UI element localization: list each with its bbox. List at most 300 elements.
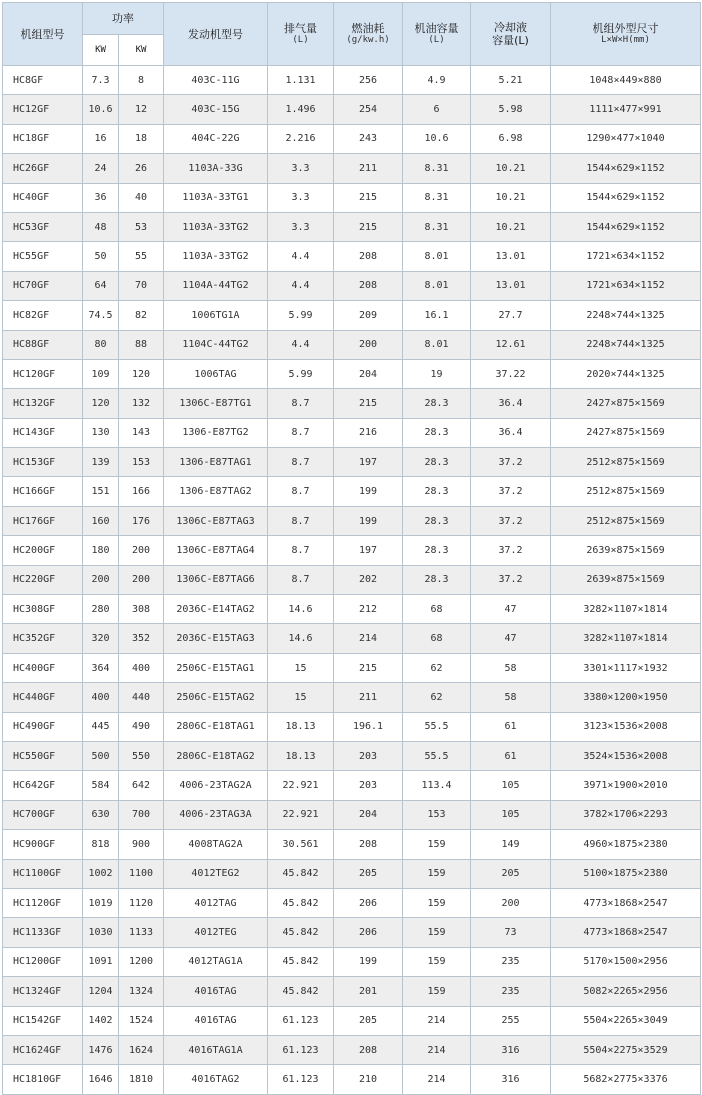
cell-oil: 28.3 <box>403 389 471 418</box>
cell-model: HC1133GF <box>3 918 83 947</box>
cell-engine: 4012TEG2 <box>164 859 268 888</box>
cell-dimensions: 1544×629×1152 <box>551 183 701 212</box>
cell-oil: 6 <box>403 95 471 124</box>
cell-power-kw-1: 1091 <box>83 947 119 976</box>
cell-oil: 28.3 <box>403 565 471 594</box>
cell-model: HC88GF <box>3 330 83 359</box>
table-row <box>3 212 701 241</box>
cell-exhaust: 61.123 <box>268 1006 334 1035</box>
cell-fuel: 208 <box>334 271 403 300</box>
cell-dimensions: 2020×744×1325 <box>551 359 701 388</box>
cell-power-kw-1: 48 <box>83 212 119 241</box>
table-row <box>3 477 701 506</box>
cell-engine: 2036C-E15TAG3 <box>164 624 268 653</box>
cell-engine: 2506C-E15TAG1 <box>164 653 268 682</box>
cell-power-kw-2: 642 <box>119 771 164 800</box>
cell-model: HC900GF <box>3 830 83 859</box>
cell-dimensions: 5100×1875×2380 <box>551 859 701 888</box>
cell-exhaust: 45.842 <box>268 859 334 888</box>
table-row <box>3 418 701 447</box>
cell-exhaust: 4.4 <box>268 330 334 359</box>
cell-model: HC1624GF <box>3 1035 83 1064</box>
cell-fuel: 210 <box>334 1065 403 1094</box>
cell-coolant: 105 <box>471 771 551 800</box>
cell-model: HC400GF <box>3 653 83 682</box>
cell-engine: 1104A-44TG2 <box>164 271 268 300</box>
cell-power-kw-1: 1402 <box>83 1006 119 1035</box>
cell-model: HC143GF <box>3 418 83 447</box>
cell-model: HC308GF <box>3 595 83 624</box>
cell-oil: 159 <box>403 830 471 859</box>
cell-coolant: 58 <box>471 653 551 682</box>
cell-fuel: 215 <box>334 183 403 212</box>
cell-power-kw-1: 584 <box>83 771 119 800</box>
header-fuel <box>334 3 403 66</box>
cell-engine: 1306C-E87TAG6 <box>164 565 268 594</box>
cell-engine: 4016TAG <box>164 977 268 1006</box>
cell-model: HC700GF <box>3 800 83 829</box>
cell-model: HC82GF <box>3 301 83 330</box>
cell-dimensions: 5504×2275×3529 <box>551 1035 701 1064</box>
table-row <box>3 389 701 418</box>
header-oil-label: 机油容量 <box>414 22 459 35</box>
table-row <box>3 1006 701 1035</box>
cell-model: HC440GF <box>3 683 83 712</box>
cell-exhaust: 18.13 <box>268 741 334 770</box>
cell-coolant: 13.01 <box>471 271 551 300</box>
cell-power-kw-1: 1002 <box>83 859 119 888</box>
cell-exhaust: 8.7 <box>268 536 334 565</box>
cell-oil: 153 <box>403 800 471 829</box>
cell-exhaust: 5.99 <box>268 359 334 388</box>
cell-oil: 8.31 <box>403 154 471 183</box>
cell-coolant: 37.2 <box>471 448 551 477</box>
table-row <box>3 536 701 565</box>
cell-dimensions: 3282×1107×1814 <box>551 595 701 624</box>
cell-oil: 8.01 <box>403 242 471 271</box>
cell-power-kw-1: 7.3 <box>83 66 119 95</box>
table-row <box>3 66 701 95</box>
cell-dimensions: 5504×2265×3049 <box>551 1006 701 1035</box>
cell-model: HC153GF <box>3 448 83 477</box>
generator-spec-table <box>2 2 701 1095</box>
cell-dimensions: 3123×1536×2008 <box>551 712 701 741</box>
cell-fuel: 200 <box>334 330 403 359</box>
cell-power-kw-2: 40 <box>119 183 164 212</box>
cell-power-kw-1: 24 <box>83 154 119 183</box>
cell-power-kw-1: 64 <box>83 271 119 300</box>
cell-model: HC1542GF <box>3 1006 83 1035</box>
cell-power-kw-1: 320 <box>83 624 119 653</box>
cell-power-kw-1: 1019 <box>83 888 119 917</box>
cell-model: HC220GF <box>3 565 83 594</box>
cell-model: HC1810GF <box>3 1065 83 1094</box>
cell-engine: 1306C-E87TAG4 <box>164 536 268 565</box>
cell-coolant: 235 <box>471 947 551 976</box>
cell-exhaust: 1.131 <box>268 66 334 95</box>
cell-exhaust: 14.6 <box>268 595 334 624</box>
cell-power-kw-2: 700 <box>119 800 164 829</box>
cell-exhaust: 8.7 <box>268 565 334 594</box>
header-oil <box>403 3 471 66</box>
cell-power-kw-1: 1476 <box>83 1035 119 1064</box>
cell-fuel: 215 <box>334 653 403 682</box>
cell-dimensions: 5682×2775×3376 <box>551 1065 701 1094</box>
table-row <box>3 183 701 212</box>
cell-model: HC55GF <box>3 242 83 271</box>
cell-coolant: 200 <box>471 888 551 917</box>
cell-coolant: 5.21 <box>471 66 551 95</box>
cell-exhaust: 3.3 <box>268 212 334 241</box>
header-dimensions-label: 机组外型尺寸 <box>592 22 659 35</box>
cell-dimensions: 3301×1117×1932 <box>551 653 701 682</box>
cell-engine: 4016TAG <box>164 1006 268 1035</box>
cell-engine: 1306-E87TAG1 <box>164 448 268 477</box>
cell-power-kw-2: 900 <box>119 830 164 859</box>
table-row <box>3 624 701 653</box>
header-exhaust <box>268 3 334 66</box>
cell-power-kw-2: 200 <box>119 565 164 594</box>
cell-fuel: 206 <box>334 888 403 917</box>
cell-oil: 68 <box>403 624 471 653</box>
cell-power-kw-1: 445 <box>83 712 119 741</box>
cell-dimensions: 1721×634×1152 <box>551 271 701 300</box>
cell-dimensions: 1048×449×880 <box>551 66 701 95</box>
cell-exhaust: 61.123 <box>268 1035 334 1064</box>
cell-dimensions: 2512×875×1569 <box>551 448 701 477</box>
cell-fuel: 205 <box>334 859 403 888</box>
cell-model: HC53GF <box>3 212 83 241</box>
cell-dimensions: 2248×744×1325 <box>551 330 701 359</box>
cell-fuel: 197 <box>334 448 403 477</box>
cell-engine: 4012TAG1A <box>164 947 268 976</box>
cell-coolant: 47 <box>471 595 551 624</box>
cell-power-kw-2: 55 <box>119 242 164 271</box>
cell-fuel: 204 <box>334 359 403 388</box>
cell-coolant: 5.98 <box>471 95 551 124</box>
table-row <box>3 918 701 947</box>
cell-coolant: 27.7 <box>471 301 551 330</box>
cell-fuel: 208 <box>334 1035 403 1064</box>
cell-fuel: 197 <box>334 536 403 565</box>
table-row <box>3 712 701 741</box>
cell-dimensions: 4773×1868×2547 <box>551 888 701 917</box>
cell-oil: 159 <box>403 859 471 888</box>
cell-power-kw-2: 120 <box>119 359 164 388</box>
cell-exhaust: 8.7 <box>268 477 334 506</box>
header-model: 机组型号 <box>3 3 83 66</box>
cell-model: HC490GF <box>3 712 83 741</box>
cell-oil: 28.3 <box>403 418 471 447</box>
cell-oil: 8.31 <box>403 212 471 241</box>
cell-engine: 2806C-E18TAG2 <box>164 741 268 770</box>
cell-dimensions: 3380×1200×1950 <box>551 683 701 712</box>
cell-engine: 1103A-33TG2 <box>164 242 268 271</box>
cell-model: HC1120GF <box>3 888 83 917</box>
cell-coolant: 205 <box>471 859 551 888</box>
cell-power-kw-2: 88 <box>119 330 164 359</box>
cell-fuel: 254 <box>334 95 403 124</box>
cell-fuel: 205 <box>334 1006 403 1035</box>
cell-power-kw-2: 1200 <box>119 947 164 976</box>
cell-power-kw-1: 1646 <box>83 1065 119 1094</box>
cell-power-kw-1: 200 <box>83 565 119 594</box>
table-row <box>3 359 701 388</box>
cell-dimensions: 3524×1536×2008 <box>551 741 701 770</box>
cell-exhaust: 3.3 <box>268 183 334 212</box>
cell-dimensions: 2512×875×1569 <box>551 477 701 506</box>
cell-model: HC26GF <box>3 154 83 183</box>
cell-engine: 1006TAG <box>164 359 268 388</box>
header-exhaust-unit: (L) <box>292 35 309 45</box>
cell-engine: 2806C-E18TAG1 <box>164 712 268 741</box>
cell-model: HC352GF <box>3 624 83 653</box>
cell-model: HC642GF <box>3 771 83 800</box>
table-row <box>3 595 701 624</box>
cell-power-kw-1: 74.5 <box>83 301 119 330</box>
cell-dimensions: 5170×1500×2956 <box>551 947 701 976</box>
cell-coolant: 47 <box>471 624 551 653</box>
cell-power-kw-1: 160 <box>83 506 119 535</box>
cell-exhaust: 18.13 <box>268 712 334 741</box>
cell-engine: 4012TEG <box>164 918 268 947</box>
cell-engine: 1103A-33TG2 <box>164 212 268 241</box>
cell-oil: 113.4 <box>403 771 471 800</box>
cell-fuel: 196.1 <box>334 712 403 741</box>
cell-oil: 28.3 <box>403 477 471 506</box>
cell-engine: 403C-11G <box>164 66 268 95</box>
cell-model: HC120GF <box>3 359 83 388</box>
cell-oil: 159 <box>403 918 471 947</box>
cell-engine: 4006-23TAG2A <box>164 771 268 800</box>
cell-power-kw-2: 26 <box>119 154 164 183</box>
cell-power-kw-1: 120 <box>83 389 119 418</box>
cell-power-kw-1: 500 <box>83 741 119 770</box>
cell-exhaust: 15 <box>268 683 334 712</box>
table-row <box>3 1035 701 1064</box>
cell-exhaust: 8.7 <box>268 389 334 418</box>
cell-exhaust: 61.123 <box>268 1065 334 1094</box>
table-row <box>3 448 701 477</box>
cell-coolant: 255 <box>471 1006 551 1035</box>
cell-dimensions: 2427×875×1569 <box>551 418 701 447</box>
cell-oil: 28.3 <box>403 448 471 477</box>
cell-oil: 8.01 <box>403 330 471 359</box>
cell-dimensions: 2639×875×1569 <box>551 565 701 594</box>
cell-oil: 159 <box>403 888 471 917</box>
cell-coolant: 37.2 <box>471 506 551 535</box>
table-row <box>3 1065 701 1094</box>
cell-fuel: 256 <box>334 66 403 95</box>
cell-model: HC8GF <box>3 66 83 95</box>
cell-power-kw-2: 1524 <box>119 1006 164 1035</box>
cell-coolant: 6.98 <box>471 124 551 153</box>
cell-coolant: 13.01 <box>471 242 551 271</box>
cell-power-kw-2: 490 <box>119 712 164 741</box>
cell-fuel: 214 <box>334 624 403 653</box>
cell-exhaust: 15 <box>268 653 334 682</box>
cell-exhaust: 8.7 <box>268 418 334 447</box>
table-row <box>3 124 701 153</box>
table-row <box>3 301 701 330</box>
cell-oil: 214 <box>403 1065 471 1094</box>
cell-fuel: 243 <box>334 124 403 153</box>
cell-oil: 214 <box>403 1035 471 1064</box>
cell-dimensions: 5082×2265×2956 <box>551 977 701 1006</box>
cell-power-kw-2: 70 <box>119 271 164 300</box>
cell-fuel: 216 <box>334 418 403 447</box>
table-row <box>3 154 701 183</box>
cell-fuel: 199 <box>334 947 403 976</box>
cell-model: HC200GF <box>3 536 83 565</box>
cell-power-kw-2: 18 <box>119 124 164 153</box>
table-row <box>3 565 701 594</box>
table-row <box>3 242 701 271</box>
cell-fuel: 211 <box>334 154 403 183</box>
cell-power-kw-1: 139 <box>83 448 119 477</box>
cell-fuel: 208 <box>334 242 403 271</box>
cell-engine: 4008TAG2A <box>164 830 268 859</box>
cell-coolant: 37.2 <box>471 477 551 506</box>
header-oil-unit: (L) <box>428 35 445 45</box>
cell-power-kw-2: 1324 <box>119 977 164 1006</box>
header-coolant <box>471 3 551 66</box>
cell-engine: 1103A-33G <box>164 154 268 183</box>
cell-coolant: 61 <box>471 712 551 741</box>
table-row <box>3 888 701 917</box>
cell-exhaust: 14.6 <box>268 624 334 653</box>
table-body <box>3 66 701 1095</box>
cell-coolant: 37.2 <box>471 565 551 594</box>
cell-engine: 1306C-E87TG1 <box>164 389 268 418</box>
cell-exhaust: 8.7 <box>268 506 334 535</box>
cell-dimensions: 4960×1875×2380 <box>551 830 701 859</box>
cell-oil: 10.6 <box>403 124 471 153</box>
cell-power-kw-2: 153 <box>119 448 164 477</box>
table-row <box>3 771 701 800</box>
cell-power-kw-1: 109 <box>83 359 119 388</box>
cell-oil: 159 <box>403 977 471 1006</box>
cell-power-kw-2: 132 <box>119 389 164 418</box>
cell-power-kw-1: 10.6 <box>83 95 119 124</box>
cell-power-kw-1: 1204 <box>83 977 119 1006</box>
cell-engine: 1306C-E87TAG3 <box>164 506 268 535</box>
cell-model: HC176GF <box>3 506 83 535</box>
table-header <box>3 3 701 66</box>
cell-coolant: 61 <box>471 741 551 770</box>
cell-model: HC132GF <box>3 389 83 418</box>
cell-engine: 2506C-E15TAG2 <box>164 683 268 712</box>
table-row <box>3 859 701 888</box>
cell-coolant: 10.21 <box>471 183 551 212</box>
cell-engine: 4012TAG <box>164 888 268 917</box>
cell-model: HC70GF <box>3 271 83 300</box>
cell-power-kw-2: 440 <box>119 683 164 712</box>
cell-coolant: 235 <box>471 977 551 1006</box>
cell-power-kw-2: 1120 <box>119 888 164 917</box>
table-row <box>3 653 701 682</box>
cell-fuel: 199 <box>334 506 403 535</box>
cell-oil: 214 <box>403 1006 471 1035</box>
cell-exhaust: 4.4 <box>268 271 334 300</box>
cell-model: HC1324GF <box>3 977 83 1006</box>
cell-fuel: 199 <box>334 477 403 506</box>
cell-fuel: 202 <box>334 565 403 594</box>
cell-power-kw-2: 143 <box>119 418 164 447</box>
cell-exhaust: 30.561 <box>268 830 334 859</box>
cell-dimensions: 3782×1706×2293 <box>551 800 701 829</box>
cell-engine: 1306-E87TG2 <box>164 418 268 447</box>
cell-oil: 8.31 <box>403 183 471 212</box>
cell-fuel: 203 <box>334 771 403 800</box>
cell-dimensions: 2512×875×1569 <box>551 506 701 535</box>
cell-power-kw-1: 50 <box>83 242 119 271</box>
cell-model: HC166GF <box>3 477 83 506</box>
cell-coolant: 73 <box>471 918 551 947</box>
cell-exhaust: 22.921 <box>268 800 334 829</box>
header-exhaust-label: 排气量 <box>284 22 317 35</box>
cell-dimensions: 3282×1107×1814 <box>551 624 701 653</box>
cell-power-kw-2: 1810 <box>119 1065 164 1094</box>
cell-exhaust: 45.842 <box>268 918 334 947</box>
cell-coolant: 36.4 <box>471 389 551 418</box>
cell-exhaust: 1.496 <box>268 95 334 124</box>
cell-power-kw-1: 400 <box>83 683 119 712</box>
cell-power-kw-1: 180 <box>83 536 119 565</box>
cell-oil: 4.9 <box>403 66 471 95</box>
cell-power-kw-2: 176 <box>119 506 164 535</box>
cell-engine: 404C-22G <box>164 124 268 153</box>
cell-power-kw-2: 12 <box>119 95 164 124</box>
cell-fuel: 203 <box>334 741 403 770</box>
cell-power-kw-2: 1100 <box>119 859 164 888</box>
header-engine: 发动机型号 <box>164 3 268 66</box>
cell-oil: 55.5 <box>403 741 471 770</box>
cell-oil: 19 <box>403 359 471 388</box>
cell-dimensions: 4773×1868×2547 <box>551 918 701 947</box>
cell-engine: 4016TAG2 <box>164 1065 268 1094</box>
cell-coolant: 37.22 <box>471 359 551 388</box>
cell-fuel: 212 <box>334 595 403 624</box>
cell-engine: 4006-23TAG3A <box>164 800 268 829</box>
cell-engine: 403C-15G <box>164 95 268 124</box>
cell-engine: 4016TAG1A <box>164 1035 268 1064</box>
cell-fuel: 206 <box>334 918 403 947</box>
cell-oil: 28.3 <box>403 506 471 535</box>
cell-power-kw-2: 1624 <box>119 1035 164 1064</box>
cell-model: HC1100GF <box>3 859 83 888</box>
cell-exhaust: 3.3 <box>268 154 334 183</box>
cell-oil: 8.01 <box>403 271 471 300</box>
table-row <box>3 830 701 859</box>
cell-engine: 1306-E87TAG2 <box>164 477 268 506</box>
cell-power-kw-1: 630 <box>83 800 119 829</box>
table-row <box>3 977 701 1006</box>
cell-fuel: 201 <box>334 977 403 1006</box>
cell-power-kw-2: 1133 <box>119 918 164 947</box>
cell-exhaust: 45.842 <box>268 977 334 1006</box>
cell-power-kw-1: 80 <box>83 330 119 359</box>
cell-oil: 55.5 <box>403 712 471 741</box>
cell-oil: 62 <box>403 653 471 682</box>
cell-dimensions: 1290×477×1040 <box>551 124 701 153</box>
cell-power-kw-2: 8 <box>119 66 164 95</box>
header-dimensions-unit: L×W×H(mm) <box>601 35 650 45</box>
cell-engine: 1006TG1A <box>164 301 268 330</box>
cell-power-kw-1: 151 <box>83 477 119 506</box>
table-row <box>3 947 701 976</box>
cell-coolant: 36.4 <box>471 418 551 447</box>
